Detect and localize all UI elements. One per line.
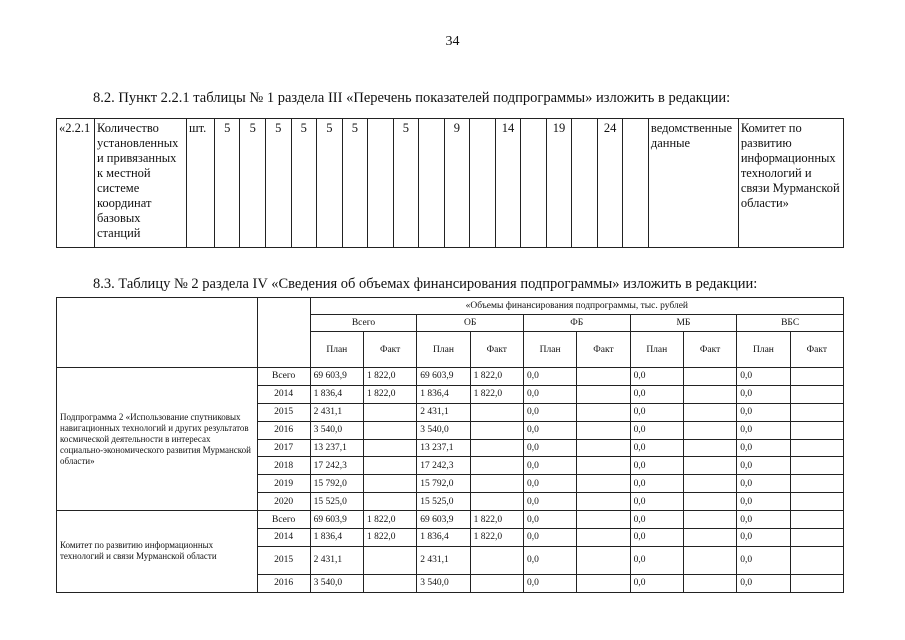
header-plan: План bbox=[630, 332, 683, 368]
value-cell: 0,0 bbox=[737, 403, 790, 421]
indicator-code: «2.2.1 bbox=[57, 119, 95, 248]
value-cell bbox=[577, 403, 630, 421]
value-cell: 0,0 bbox=[523, 511, 576, 529]
year-cell: 2019 bbox=[257, 475, 310, 493]
indicator-value bbox=[623, 119, 649, 248]
indicator-value: 9 bbox=[444, 119, 470, 248]
header-plan: План bbox=[310, 332, 363, 368]
value-cell bbox=[577, 493, 630, 511]
value-cell: 1 836,4 bbox=[417, 529, 470, 547]
value-cell: 13 237,1 bbox=[417, 439, 470, 457]
value-cell: 1 836,4 bbox=[417, 385, 470, 403]
indicator-responsible: Комитет по развитию информационных технологий и связи Мурманской области» bbox=[738, 119, 843, 248]
value-cell bbox=[683, 439, 736, 457]
value-cell bbox=[683, 368, 736, 386]
value-cell: 17 242,3 bbox=[310, 457, 363, 475]
page-number: 34 bbox=[445, 34, 460, 49]
value-cell bbox=[363, 421, 416, 439]
value-cell bbox=[577, 475, 630, 493]
year-cell: 2017 bbox=[257, 439, 310, 457]
value-cell: 0,0 bbox=[737, 439, 790, 457]
value-cell bbox=[470, 403, 523, 421]
value-cell bbox=[790, 529, 843, 547]
indicator-value: 5 bbox=[342, 119, 368, 248]
indicator-row bbox=[57, 119, 844, 248]
value-cell bbox=[683, 457, 736, 475]
header-fact: Факт bbox=[363, 332, 416, 368]
year-cell: 2014 bbox=[257, 529, 310, 547]
value-cell: 2 431,1 bbox=[417, 403, 470, 421]
value-cell bbox=[577, 439, 630, 457]
value-cell: 0,0 bbox=[630, 385, 683, 403]
table-row bbox=[57, 368, 844, 386]
value-cell bbox=[790, 403, 843, 421]
value-cell bbox=[790, 457, 843, 475]
value-cell: 0,0 bbox=[630, 546, 683, 574]
value-cell: 0,0 bbox=[523, 457, 576, 475]
value-cell bbox=[790, 385, 843, 403]
header-plan: План bbox=[737, 332, 790, 368]
value-cell: 0,0 bbox=[523, 385, 576, 403]
indicator-value bbox=[419, 119, 445, 248]
value-cell: 13 237,1 bbox=[310, 439, 363, 457]
value-cell bbox=[683, 529, 736, 547]
header-fact: Факт bbox=[470, 332, 523, 368]
year-cell: 2018 bbox=[257, 457, 310, 475]
value-cell bbox=[577, 574, 630, 592]
indicator-source: ведомственные данные bbox=[648, 119, 738, 248]
value-cell bbox=[683, 493, 736, 511]
value-cell: 0,0 bbox=[523, 439, 576, 457]
year-cell: 2015 bbox=[257, 403, 310, 421]
indicator-value bbox=[521, 119, 547, 248]
value-cell: 1 822,0 bbox=[363, 511, 416, 529]
value-cell bbox=[470, 421, 523, 439]
value-cell: 2 431,1 bbox=[417, 546, 470, 574]
indicator-value: 5 bbox=[393, 119, 419, 248]
header-fact: Факт bbox=[683, 332, 736, 368]
value-cell bbox=[470, 475, 523, 493]
value-cell: 3 540,0 bbox=[417, 574, 470, 592]
value-cell: 0,0 bbox=[737, 529, 790, 547]
value-cell bbox=[363, 493, 416, 511]
value-cell: 1 822,0 bbox=[363, 385, 416, 403]
indicator-value: 5 bbox=[265, 119, 291, 248]
value-cell: 15 525,0 bbox=[310, 493, 363, 511]
value-cell bbox=[790, 493, 843, 511]
indicator-name: Количество установленных и привязанных к местной системе координат базовых станций bbox=[94, 119, 186, 248]
value-cell: 0,0 bbox=[630, 368, 683, 386]
value-cell: 15 525,0 bbox=[417, 493, 470, 511]
value-cell: 69 603,9 bbox=[417, 511, 470, 529]
value-cell: 0,0 bbox=[630, 475, 683, 493]
header-fact: Факт bbox=[790, 332, 843, 368]
value-cell bbox=[577, 457, 630, 475]
table-row bbox=[57, 511, 844, 529]
value-cell bbox=[470, 439, 523, 457]
value-cell: 0,0 bbox=[523, 475, 576, 493]
indicator-value: 24 bbox=[597, 119, 623, 248]
header-group: ВБС bbox=[737, 315, 844, 332]
value-cell: 0,0 bbox=[737, 511, 790, 529]
header-group: Всего bbox=[310, 315, 417, 332]
indicator-value: 5 bbox=[214, 119, 240, 248]
year-cell: Всего bbox=[257, 368, 310, 386]
indicator-value: 5 bbox=[317, 119, 343, 248]
header-group: ФБ bbox=[523, 315, 630, 332]
value-cell bbox=[363, 574, 416, 592]
value-cell bbox=[790, 574, 843, 592]
value-cell: 2 431,1 bbox=[310, 546, 363, 574]
value-cell bbox=[577, 511, 630, 529]
value-cell: 0,0 bbox=[737, 457, 790, 475]
value-cell bbox=[577, 421, 630, 439]
value-cell: 3 540,0 bbox=[310, 421, 363, 439]
value-cell: 1 836,4 bbox=[310, 385, 363, 403]
value-cell: 1 822,0 bbox=[470, 385, 523, 403]
header-fact: Факт bbox=[577, 332, 630, 368]
indicator-value bbox=[470, 119, 496, 248]
value-cell bbox=[363, 403, 416, 421]
value-cell bbox=[470, 493, 523, 511]
value-cell: 0,0 bbox=[523, 421, 576, 439]
value-cell: 1 822,0 bbox=[470, 529, 523, 547]
value-cell bbox=[363, 439, 416, 457]
value-cell: 0,0 bbox=[630, 529, 683, 547]
value-cell: 0,0 bbox=[523, 403, 576, 421]
header-plan: План bbox=[523, 332, 576, 368]
indicator-table bbox=[56, 118, 844, 248]
value-cell: 69 603,9 bbox=[310, 511, 363, 529]
value-cell: 0,0 bbox=[630, 457, 683, 475]
value-cell: 1 822,0 bbox=[363, 529, 416, 547]
org-name: Комитет по развитию информационных технологий и связи Мурманской области bbox=[57, 511, 258, 593]
value-cell: 3 540,0 bbox=[310, 574, 363, 592]
value-cell bbox=[683, 574, 736, 592]
value-cell bbox=[790, 368, 843, 386]
value-cell: 17 242,3 bbox=[417, 457, 470, 475]
value-cell bbox=[683, 403, 736, 421]
value-cell: 0,0 bbox=[630, 421, 683, 439]
value-cell bbox=[577, 368, 630, 386]
value-cell: 1 822,0 bbox=[470, 368, 523, 386]
value-cell: 0,0 bbox=[630, 439, 683, 457]
indicator-unit: шт. bbox=[186, 119, 214, 248]
value-cell bbox=[683, 546, 736, 574]
value-cell bbox=[790, 421, 843, 439]
indicator-value: 19 bbox=[546, 119, 572, 248]
value-cell bbox=[683, 421, 736, 439]
value-cell: 0,0 bbox=[737, 546, 790, 574]
value-cell: 15 792,0 bbox=[417, 475, 470, 493]
value-cell bbox=[470, 574, 523, 592]
year-cell: 2016 bbox=[257, 421, 310, 439]
header-group: МБ bbox=[630, 315, 737, 332]
value-cell bbox=[470, 546, 523, 574]
financing-table bbox=[56, 297, 844, 593]
value-cell bbox=[790, 546, 843, 574]
value-cell bbox=[683, 475, 736, 493]
indicator-value: 5 bbox=[291, 119, 317, 248]
value-cell bbox=[683, 511, 736, 529]
value-cell: 3 540,0 bbox=[417, 421, 470, 439]
header-title: «Объемы финансирования подпрограммы, тыс. рублей bbox=[310, 298, 843, 315]
year-cell: 2014 bbox=[257, 385, 310, 403]
value-cell: 0,0 bbox=[630, 403, 683, 421]
value-cell bbox=[790, 439, 843, 457]
value-cell: 0,0 bbox=[737, 385, 790, 403]
value-cell: 0,0 bbox=[737, 421, 790, 439]
header-empty bbox=[57, 298, 258, 368]
indicator-value: 14 bbox=[495, 119, 521, 248]
year-cell: 2016 bbox=[257, 574, 310, 592]
year-cell: 2020 bbox=[257, 493, 310, 511]
value-cell: 15 792,0 bbox=[310, 475, 363, 493]
value-cell: 0,0 bbox=[737, 493, 790, 511]
value-cell: 1 822,0 bbox=[470, 511, 523, 529]
value-cell bbox=[790, 475, 843, 493]
value-cell: 0,0 bbox=[737, 368, 790, 386]
value-cell bbox=[363, 546, 416, 574]
value-cell: 0,0 bbox=[630, 493, 683, 511]
value-cell: 0,0 bbox=[737, 574, 790, 592]
year-cell: 2015 bbox=[257, 546, 310, 574]
value-cell: 2 431,1 bbox=[310, 403, 363, 421]
header-group: ОБ bbox=[417, 315, 524, 332]
value-cell: 0,0 bbox=[523, 546, 576, 574]
indicator-value bbox=[572, 119, 598, 248]
value-cell: 0,0 bbox=[523, 368, 576, 386]
value-cell: 0,0 bbox=[737, 475, 790, 493]
value-cell: 69 603,9 bbox=[310, 368, 363, 386]
value-cell: 0,0 bbox=[630, 574, 683, 592]
value-cell: 0,0 bbox=[523, 574, 576, 592]
value-cell bbox=[470, 457, 523, 475]
year-cell: Всего bbox=[257, 511, 310, 529]
indicator-value: 5 bbox=[240, 119, 266, 248]
value-cell bbox=[790, 511, 843, 529]
indicator-value bbox=[368, 119, 394, 248]
value-cell bbox=[363, 457, 416, 475]
value-cell: 0,0 bbox=[523, 529, 576, 547]
value-cell bbox=[577, 529, 630, 547]
header-empty bbox=[257, 298, 310, 368]
value-cell: 0,0 bbox=[630, 511, 683, 529]
value-cell: 69 603,9 bbox=[417, 368, 470, 386]
value-cell bbox=[363, 475, 416, 493]
org-name: Подпрограмма 2 «Использование спутниковых навигационных технологий и других результатов космической деятельности в интересах социально-экономического развития Мурманской области» bbox=[57, 368, 258, 511]
value-cell: 1 836,4 bbox=[310, 529, 363, 547]
section-heading-8-2: 8.2. Пункт 2.2.1 таблицы № 1 раздела III «Перечень показателей подпрограммы» изложить в редакции: bbox=[93, 90, 731, 106]
value-cell bbox=[577, 546, 630, 574]
value-cell: 1 822,0 bbox=[363, 368, 416, 386]
value-cell: 0,0 bbox=[523, 493, 576, 511]
value-cell bbox=[683, 385, 736, 403]
value-cell bbox=[577, 385, 630, 403]
section-heading-8-3: 8.3. Таблицу № 2 раздела IV «Сведения об объемах финансирования подпрограммы» изложить в редакции: bbox=[93, 276, 758, 292]
header-plan: План bbox=[417, 332, 470, 368]
